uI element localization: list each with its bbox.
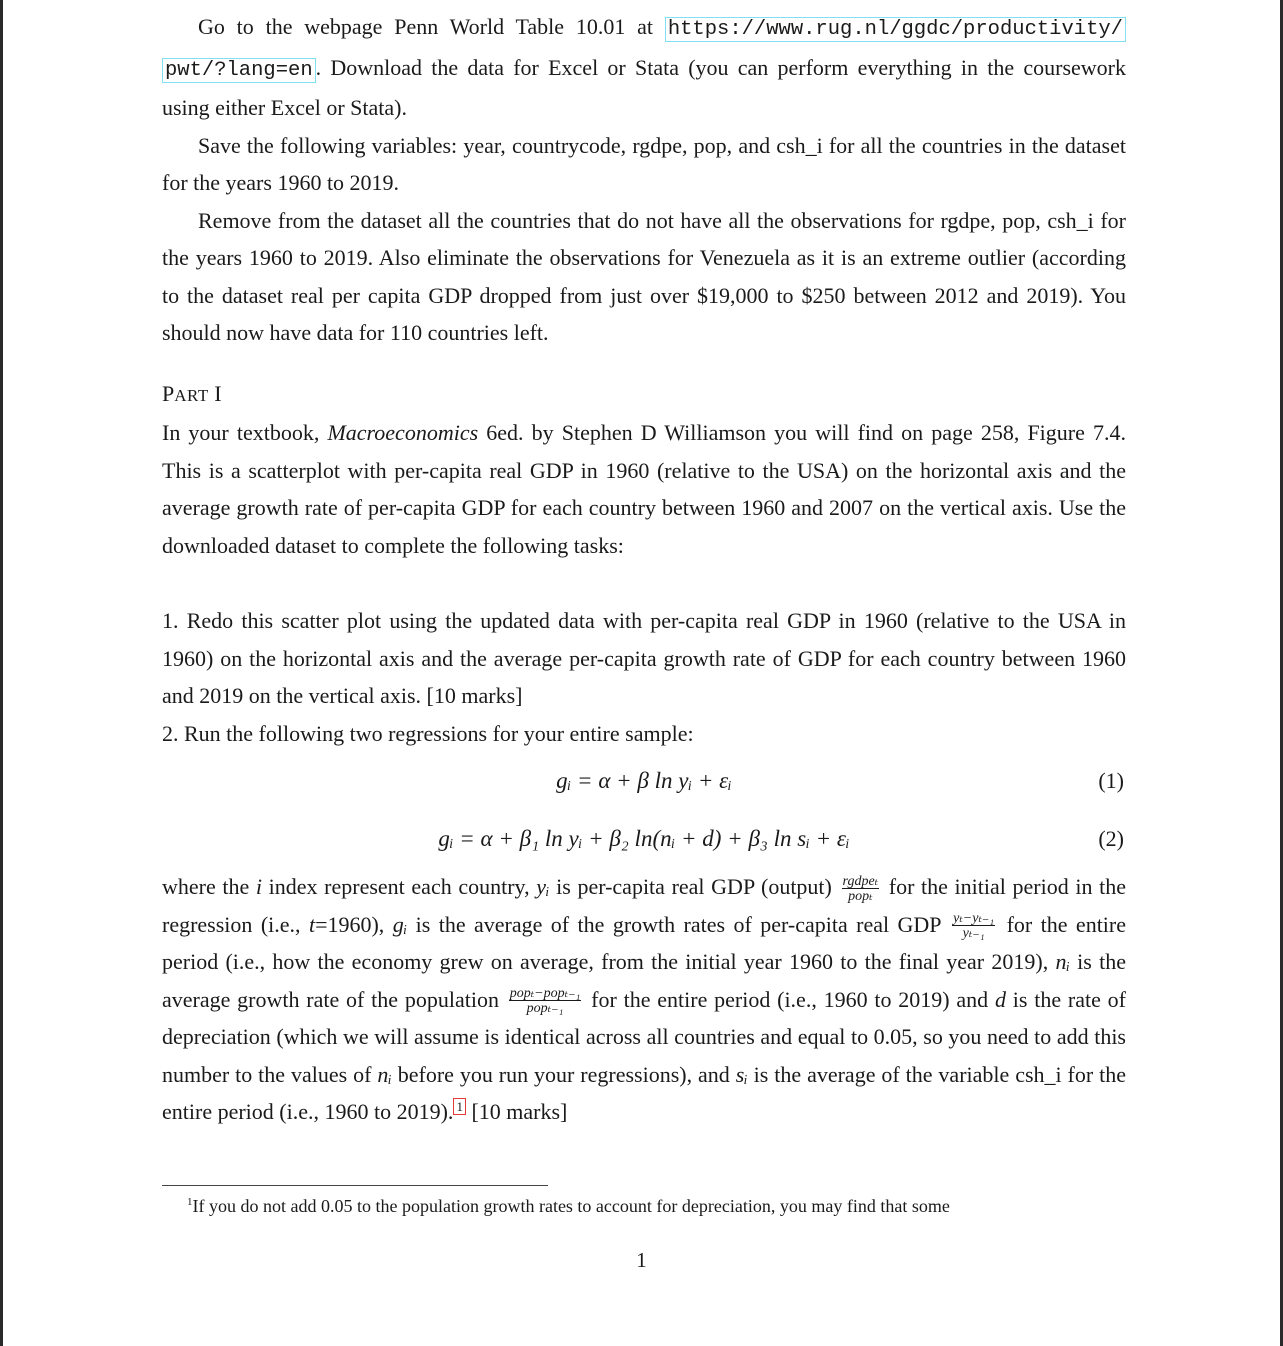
pwt-link-part-1[interactable]: https://www.rug.nl/ggdc/productivity/ (665, 17, 1126, 42)
equation-1 (162, 752, 1126, 810)
explanation-text: before you run your regressions), and (391, 1061, 736, 1087)
equation-2-number: (2) (1098, 826, 1124, 851)
fraction-rgdpe-pop (842, 875, 880, 903)
var-yi: yᵢ (536, 874, 550, 899)
explanation-text: where the (162, 874, 256, 899)
explanation-text: is per-capita real GDP (output) (549, 874, 839, 899)
pwt-link-part-2[interactable]: pwt/?lang=en (162, 58, 316, 83)
task-1: 1. Redo this scatter plot using the updated data with per-capita real GDP in 1960 (relative to the USA in 1960) on the horizontal axis and the average per-capita growth rate of GDP for each country between 1960 and 2019 on the vertical axis. [10 marks] (162, 608, 1126, 708)
explanation-text: =1960), (315, 911, 393, 937)
footnote-mark: 1 (187, 1196, 193, 1208)
fraction-denominator: popₜ (848, 888, 873, 904)
explanation-text: for the entire period (i.e., how the economy grew on average, from the initial year 1960 to the final year 2019), (162, 911, 1127, 974)
document-page (162, 8, 1126, 1131)
page-number: 1 (636, 1248, 647, 1272)
fraction-numerator: rgdpeₜ (842, 873, 879, 889)
intro-text: Go to the webpage Penn World Table 10.01 at (198, 14, 665, 39)
equation-2 (162, 810, 1126, 868)
part-heading-initial: P (162, 380, 175, 406)
part-heading (162, 375, 1126, 415)
intro-paragraph-3: Remove from the dataset all the countries that do not have all the observations for rgdpe, pop, csh_i for the years 1960 to 2019. Also eliminate the observations for Venezuela as it is an extreme outlier (according to the dataset real per capita GDP dropped from just over $19,000 to $250 between 2012 and 2019). You should now have data for 110 countries left. (162, 207, 1126, 345)
part-text-continued: 6ed. by Stephen D Williamson you will find on page 258, Figure 7.4. This is a scatterplot with per-capita real GDP in 1960 (relative to the USA) on the horizontal axis and the average growth rate of per-capita GDP for each country between 1960 and 2007 on the vertical axis. Use the downloaded dataset to complete the following tasks: (162, 420, 1126, 558)
footnote (187, 1188, 1127, 1220)
explanation-text: index represent each country, (262, 874, 537, 899)
fraction-denominator: yₜ₋₁ (962, 926, 985, 942)
part-heading-smallcaps: ART (174, 385, 209, 405)
equation-1-expression: gᵢ = α + β ln yᵢ + εᵢ (556, 768, 732, 793)
explanation-text: is the average of the growth rates of per-capita real GDP (407, 911, 950, 937)
equation-1-number: (1) (1098, 768, 1124, 793)
footnote-reference-link[interactable]: 1 (453, 1098, 466, 1115)
var-i: i (255, 874, 263, 899)
var-si: sᵢ (735, 1061, 748, 1087)
var-d: d (994, 986, 1006, 1012)
var-t: t (308, 911, 316, 937)
explanation-text: [10 marks] (465, 1099, 568, 1124)
explanation-text: is the average of the variable csh_i for the entire period (i.e., 1960 to 2019). (162, 1061, 1127, 1124)
viewer-left-edge (0, 0, 3, 1346)
part-heading-number: I (208, 380, 222, 406)
footnote-rule (162, 1185, 548, 1186)
part-text: In your textbook, (162, 420, 328, 445)
var-ni: nᵢ (1055, 949, 1070, 974)
fraction-numerator: yₜ−yₜ₋₁ (953, 911, 995, 927)
explanation-text: is the average growth rate of the population (162, 949, 1126, 1012)
var-ni: nᵢ (377, 1061, 392, 1087)
intro-paragraph-1 (162, 8, 1126, 127)
part-paragraph (162, 414, 1126, 564)
explanation-text: for the entire period (i.e., 1960 to 2019) and (584, 986, 995, 1012)
intro-paragraph-2: Save the following variables: year, countrycode, rgdpe, pop, and csh_i for all the countries in the dataset for the years 1960 to 2019. (162, 132, 1126, 195)
intro-text-continued: . Download the data for Excel or Stata (you can perform everything in the coursework using either Excel or Stata). (162, 54, 1126, 120)
equation-2-expression: gᵢ = α + β₁ ln yᵢ + β₂ ln(nᵢ + d) + β₃ ln sᵢ + εᵢ (438, 826, 850, 851)
fraction-numerator: popₜ−popₜ₋₁ (509, 986, 581, 1002)
footnote-text: If you do not add 0.05 to the population growth rates to account for depreciation, you may find that some (192, 1196, 950, 1216)
explanation-paragraph (162, 868, 1126, 1131)
explanation-text: for the initial period in the regression (i.e., (162, 874, 1126, 937)
fraction-denominator: popₜ₋₁ (526, 1001, 564, 1017)
book-title: Macroeconomics (327, 420, 479, 445)
fraction-growth-pop (509, 987, 582, 1015)
fraction-growth-y (952, 912, 995, 940)
var-gi: gᵢ (392, 911, 408, 937)
explanation-text: is the rate of depreciation (which we will assume is identical across all countries and equal to 0.05, so you need to add this number to the values of (162, 986, 1126, 1087)
task-2: 2. Run the following two regressions for your entire sample: (162, 720, 694, 746)
